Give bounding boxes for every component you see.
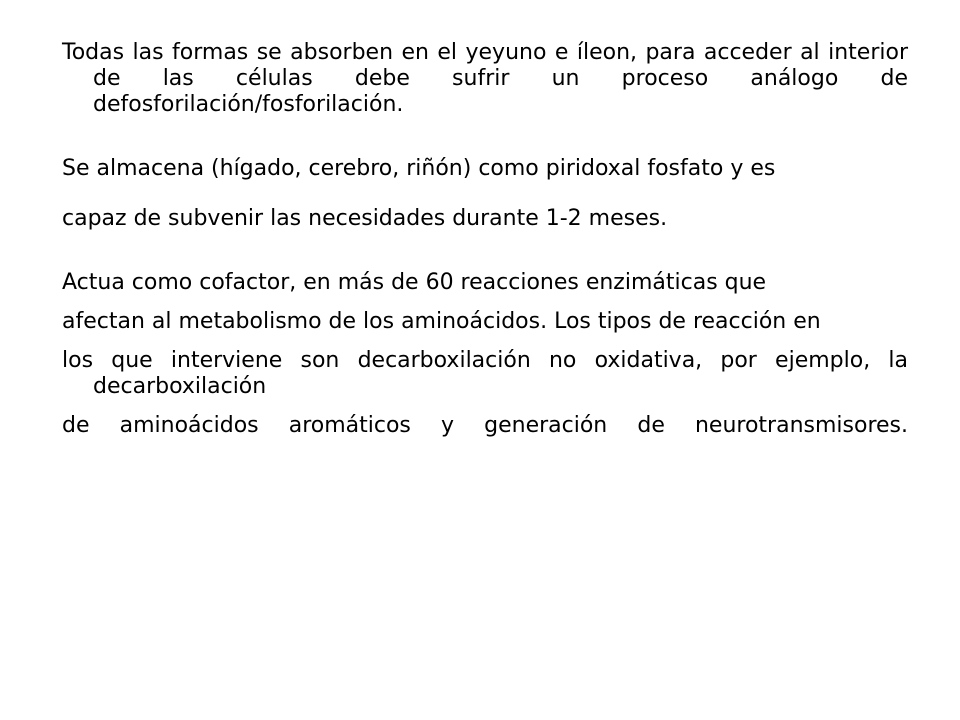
paragraph-absorption: Todas las formas se absorben en el yeyuno e íleon, para acceder al interior de las células debe sufrir un proceso análogo de defosforilación/fosforilación. [62,40,908,117]
slide-body [62,40,908,439]
paragraph-storage: Se almacena (hígado, cerebro, riñón) como piridoxal fosfato y es [62,156,776,181]
paragraph-metabolism: afectan al metabolismo de los aminoácidos. Los tipos de reacción en [62,309,821,334]
paragraph-neurotransmitters: de aminoácidos aromáticos y generación de neurotransmisores. [62,413,908,438]
paragraph-storage-continued: capaz de subvenir las necesidades durante 1-2 meses. [62,206,668,231]
paragraph-decarboxylation: los que interviene son decarboxilación no oxidativa, por ejemplo, la decarboxilación [62,348,908,399]
paragraph-cofactor: Actua como cofactor, en más de 60 reacciones enzimáticas que [62,270,767,295]
